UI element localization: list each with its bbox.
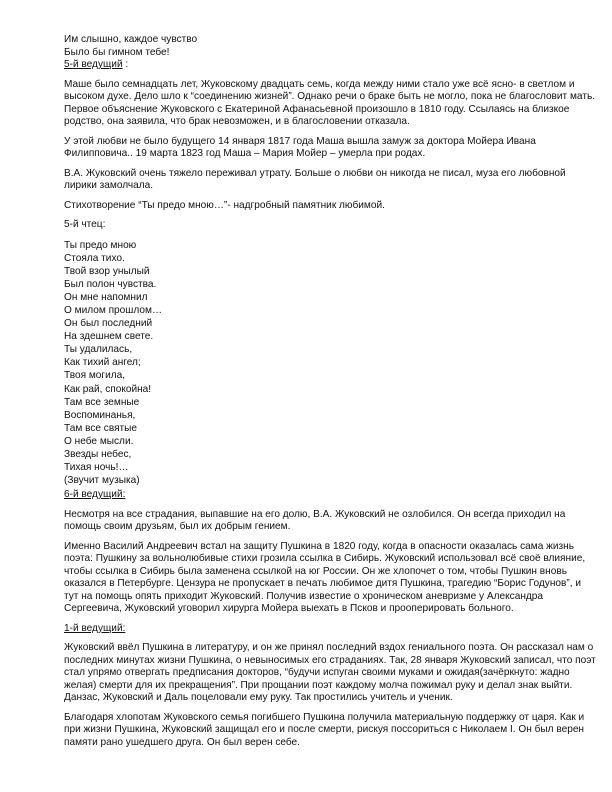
poem-line: Как рай, спокойна!: [64, 383, 152, 395]
poem-line: Твоя могила,: [64, 370, 126, 382]
paragraph-line: тут на помощь опять приходит Жуковский. Получив известие о хроническом аневризме у Александра: [64, 590, 544, 602]
poem-line: Твой взор унылый: [64, 265, 150, 277]
poem-line: Там все земные: [64, 396, 140, 408]
poem-block: [64, 239, 592, 488]
poem-line: Был полон чувства.: [64, 278, 157, 290]
poem-line: Ты удалилась,: [64, 344, 133, 356]
paragraph-line: В.А. Жуковский очень тяжело переживал утрату. Больше о любви он никогда не писал, муза его любовной: [64, 167, 566, 179]
poem-line: Звезды небес,: [64, 449, 132, 460]
paragraph-line: высоком духе. Дело шло к “соединению жизней”. Однако речи о браке быть не могло, пока не благословит мать.: [64, 91, 596, 102]
paragraph-line: Благодаря хлопотам Жуковского семья погибшего Пушкина получила материальную поддержку от царя. Как и: [64, 711, 585, 723]
paragraph-line: Именно Василий Андреевич встал на защиту Пушкина в 1820 году, когда в опасности оказалась сама жизнь: [64, 540, 574, 552]
paragraph-poem-intro: [64, 200, 592, 213]
paragraph-line: Несмотря на все страдания, выпавшие на его долю, В.А. Жуковский не озлобился. Он всегда приходил на: [64, 508, 566, 520]
paragraph-line: оказался в Петербурге. Цензура не пропускает в печать любимое дитя Пушкина, трагедию “Борис Годунов”, и: [64, 578, 582, 590]
poem-line: Там все святые: [64, 422, 138, 434]
poem-line: Он был последний: [64, 318, 153, 330]
speaker-6-heading: [64, 489, 592, 502]
paragraph-pushkin-defense: [64, 541, 592, 616]
paragraph-line: поэта: Пушкину за вольнолюбивые стихи грозила ссылка в Сибирь. Жуковский использовал всё своё влияние,: [64, 553, 586, 565]
paragraph-line: при жизни Пушкина, Жуковский защищал его и после смерти, рискуя поссориться с Николаем I. Он был верен: [64, 724, 585, 736]
paragraph-line: помощь своим друзьям, был их добрым гением.: [64, 521, 291, 533]
poem-line: На здешнем свете.: [64, 331, 154, 343]
speaker-5-heading: [64, 59, 592, 72]
poem-line: Он мне напомнил: [64, 291, 148, 303]
poem-line: Воспоминанья,: [64, 409, 136, 421]
paragraph-loss: [64, 168, 592, 193]
paragraph-line: лирики замолчала.: [64, 180, 154, 191]
poem-line: Тихая ночь!…: [64, 462, 129, 474]
speaker-1-heading: [64, 623, 592, 636]
paragraph-line: Жуковский ввёл Пушкина в литературу, и он же принял последний вздох гениального поэта. Он рассказал нам о: [64, 642, 594, 654]
paragraph-line: памяти рано ушедшего друга. Он был верен себе.: [64, 736, 300, 748]
paragraph-line: Маше было семнадцать лет, Жуковскому двадцать семь, когда между ними стало уже всё ясно- в светлом и: [64, 78, 575, 90]
poem-line: О небе мысли.: [64, 435, 134, 447]
speaker-1-label: 1-й ведущий:: [64, 622, 126, 634]
intro-stanza: [64, 34, 592, 72]
document-page: [64, 34, 596, 749]
paragraph-line: Данзас, Жуковский и Даль поцеловали ему руку. Так простились учитель и ученик.: [64, 692, 453, 704]
paragraph-line: Сергеевича, Жуковский уговорил хирурга Мойера выехать в Псков и прооперировать больного.: [64, 603, 514, 615]
paragraph-line: чтобы ссылка в Сибирь была заменена ссылкой на юг России. Он же хлопочет о том, чтобы Пушкин вновь: [64, 565, 567, 577]
paragraph-line: желая) смерти для их прекращения”. При прощании поэт каждому молча пожимал руку и делал знак выйти.: [64, 679, 573, 691]
speaker-5-suffix: :: [122, 59, 129, 70]
poem-line: Как тихий ангел;: [64, 357, 141, 369]
paragraph-line: стал упрямо отвергать предписания докторов, “будучи испуган своими муками и ожидая(зачёркнуто: жадно: [64, 667, 570, 679]
paragraph-line: Первое объяснение Жуковского с Екатериной Афанасьевной произошло в 1810 году. Ссылаясь на близкое: [64, 103, 570, 115]
paragraph-line: Филипповича.. 19 марта 1823 год Маша – Мария Мойер – умерла при родах.: [64, 148, 426, 159]
reader-5-label: 5-й чтец:: [64, 219, 106, 230]
speaker-6-label: 6-й ведущий:: [64, 489, 126, 501]
speaker-5-label: 5-й ведущий: [64, 59, 123, 70]
paragraph-line: родство, она заявила, что брак невозможен, и в благословении отказала.: [64, 116, 410, 127]
paragraph-wedding-moier: [64, 136, 592, 161]
paragraph-line: У этой любви не было будущего 14 января 1817 года Маша вышла замуж за доктора Мойера Ивана: [64, 135, 536, 147]
poem-line: О милом прошлом…: [64, 304, 163, 316]
paragraph-line: Стихотворение “Ты предо мною…”- надгробный памятник любимой.: [64, 199, 385, 211]
paragraph-support-family: [64, 712, 592, 750]
paragraph-marriage: [64, 78, 596, 129]
poem-line: Ты предо мною: [64, 239, 137, 251]
intro-line: Было бы гимном тебе!: [64, 46, 170, 58]
paragraph-last-moments: [64, 642, 596, 705]
paragraph-line: последних минутах жизни Пушкина, о невыносимых его страданиях. Так, 28 января Жуковский записал, что поэт: [64, 654, 596, 666]
poem-music-note: (Звучит музыка): [64, 475, 140, 487]
poem-line: Стояла тихо.: [64, 252, 125, 264]
intro-line: Им слышно, каждое чувство: [64, 34, 198, 45]
paragraph-not-embittered: [64, 509, 592, 534]
reader-5-heading: [64, 219, 592, 232]
